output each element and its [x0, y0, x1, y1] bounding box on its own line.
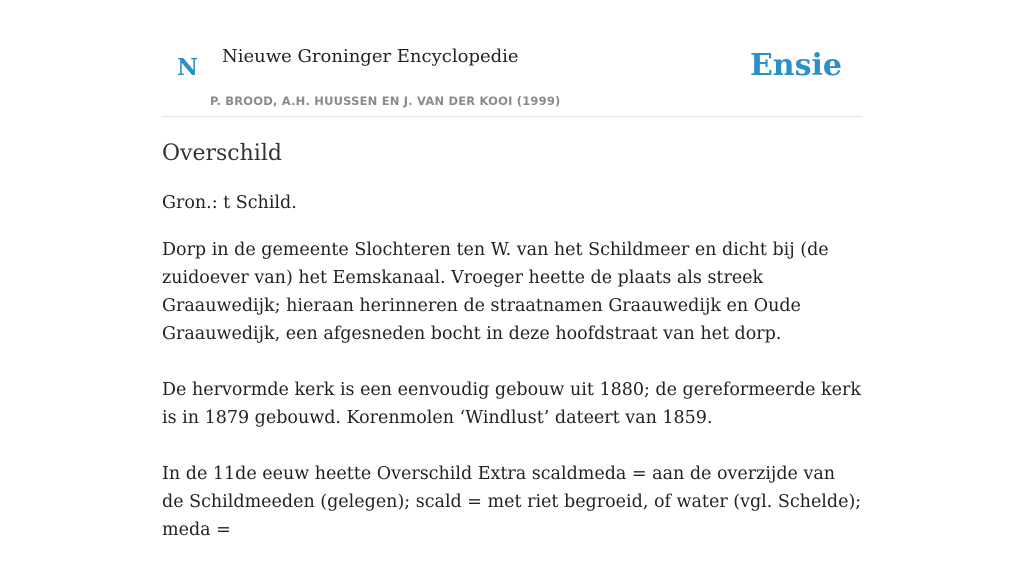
publication-logo: N: [177, 54, 199, 81]
entry-paragraph: In de 11de eeuw heette Overschild Extra scaldmeda = aan de overzijde van de Schildmeeden (gelegen); scald = met riet begroeid, of water (vgl. Schelde); meda =: [162, 464, 862, 540]
publication-title-link[interactable]: Nieuwe Groninger Encyclopedie: [222, 46, 519, 67]
publication-header: [162, 0, 862, 117]
publication-authors: P. BROOD, A.H. HUUSSEN EN J. VAN DER KOOI (1999): [210, 94, 561, 108]
entry-title: Overschild: [162, 141, 282, 166]
entry-paragraph: Gron.: t Schild.: [162, 193, 297, 213]
entry-paragraph: De hervormde kerk is een eenvoudig gebouw uit 1880; de gereformeerde kerk is in 1879 gebouwd. Korenmolen ‘Windlust’ dateert van 1859.: [162, 380, 861, 428]
entry-paragraph: Dorp in de gemeente Slochteren ten W. van het Schildmeer en dicht bij (de zuidoever van) het Eemskanaal. Vroeger heette de plaats als streek Graauwedijk; hieraan herinneren de straatnamen Graauwedijk en Oude Graauwedijk, een afgesneden bocht in deze hoofdstraat van het dorp.: [162, 240, 829, 344]
brand-logo-link[interactable]: Ensie: [749, 48, 842, 83]
entry-content: [162, 138, 862, 572]
